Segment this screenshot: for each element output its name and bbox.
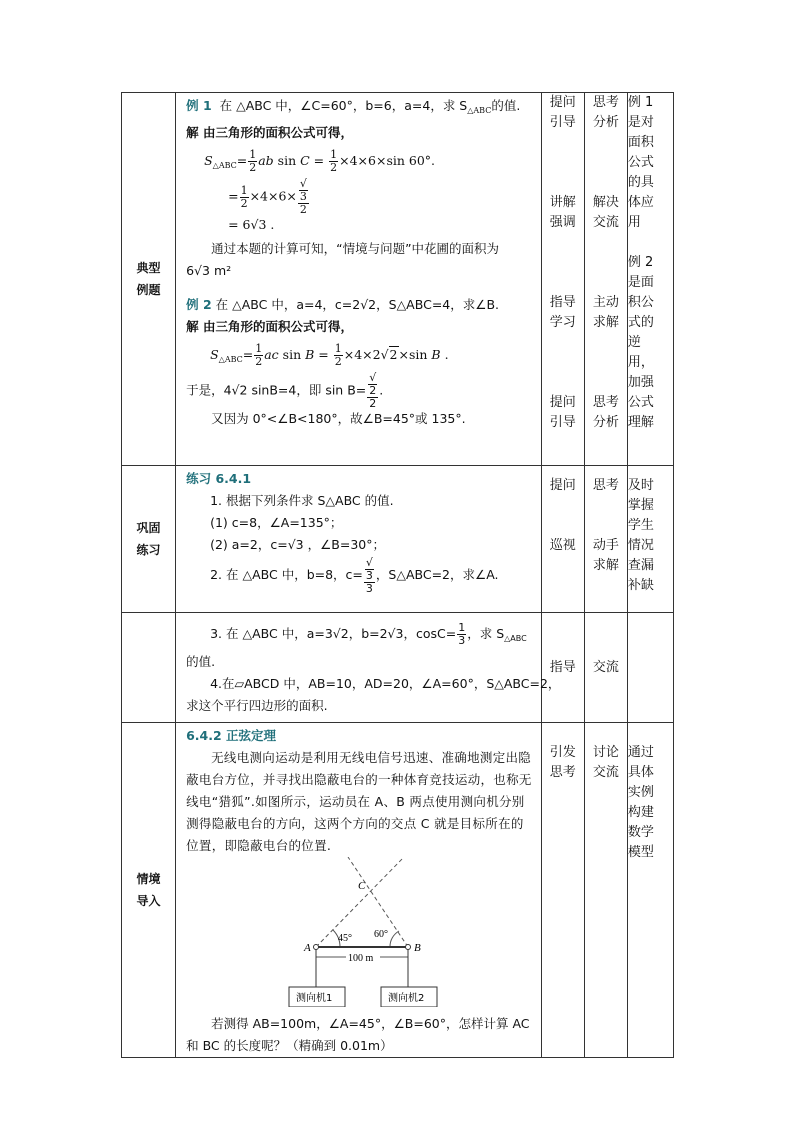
- cell-text-line: 思考: [592, 395, 619, 410]
- cell-text-line: 讲解: [549, 195, 576, 210]
- design-intent-3: [627, 613, 673, 723]
- label-scenario: [122, 723, 176, 1058]
- cell-text-line: [585, 333, 627, 353]
- cell-text-line: 面积: [627, 135, 654, 150]
- design-intent-4: [627, 723, 673, 1058]
- cell-text-line: 是对: [627, 115, 654, 130]
- practice-q1: 1. 根据下列条件求 S△ABC 的值.: [210, 493, 394, 508]
- cell-text-line: 积公: [627, 295, 654, 310]
- cell-text-line: 引发: [549, 745, 576, 760]
- scenario-content: [176, 723, 542, 1058]
- example1-solution: 解 由三角形的面积公式可得，: [186, 125, 353, 140]
- label-A: A: [304, 942, 311, 954]
- cell-text-line: [585, 353, 627, 373]
- cell-text-line: [628, 233, 673, 253]
- teacher-activity-2: [541, 466, 584, 613]
- cell-text-line: [585, 233, 627, 253]
- cell-text-line: 逆: [627, 335, 641, 350]
- cell-text-line: [542, 353, 584, 373]
- cell-text-line: [585, 373, 627, 393]
- cell-text-line: 公式: [627, 395, 654, 410]
- cell-text-line: 学生: [627, 518, 654, 533]
- cell-text-line: 及时: [627, 478, 654, 493]
- cell-text-line: 的具: [627, 175, 654, 190]
- cell-text-line: 模型: [627, 845, 654, 860]
- example2-solution: 解 由三角形的面积公式可得，: [186, 319, 353, 334]
- cell-text-line: [542, 233, 584, 253]
- label-B: B: [414, 942, 421, 954]
- cell-text-line: [542, 153, 584, 173]
- student-activity-4: [584, 723, 627, 1058]
- design-intent-2: [627, 466, 673, 613]
- cell-text-line: [542, 496, 584, 516]
- cell-text-line: 理解: [627, 415, 654, 430]
- distance-label: 100 m: [348, 953, 374, 964]
- practice-q1a: (1) c=8，∠A=135°；: [210, 515, 343, 530]
- example1-text-end: 的值.: [491, 98, 521, 113]
- cell-text-line: 主动: [592, 295, 619, 310]
- cell-text-line: 查漏: [627, 558, 654, 573]
- lesson-table: [121, 92, 674, 1058]
- student-activity-2: [584, 466, 627, 613]
- cell-text-line: 例 2: [627, 255, 654, 270]
- cell-text-line: [585, 133, 627, 153]
- cell-text-line: 体应: [627, 195, 654, 210]
- examples-content: 例 1 在 △ABC 中，∠C=60°，b=6，a=4，求 $S_{\triangle ABC}$的值. 解 由三角形的面积公式可得， $S_{\triangle ABC}=$ $\frac{1}{2}$ ab sin C = $\frac{1}{2}$ ×4×6×sin 60°. = $\frac{1}{2}$ ×4×6× √ 3 2 = 6√3 . 通过本题的计算可知，“情境与问题”中花圃的面积为 6√3 m² 例 2 在 △ABC 中，a=4，c=2√2，S△ABC=4，求∠B. 解 由三角形的面积公式可得， $S_{\triangle ABC}=$ $\frac{1}{2}$ ac sin B = $\frac{1}{2}$ ×4×2√2×sin B . 于是，4√2 sinB=4，即 sin B= √ 2 2 . 又因为 0°<∠B<180°，故∠B=45°或 135°.: [176, 93, 542, 466]
- label-empty: [122, 613, 176, 723]
- label-typical-examples: [122, 93, 176, 466]
- cell-text-line: 补缺: [627, 578, 654, 593]
- practice-q1b: (2) a=2，c=√3 ，∠B=30°；: [210, 537, 386, 552]
- cell-text-line: [542, 173, 584, 193]
- cell-text-line: 动手: [592, 538, 619, 553]
- cell-text-line: [585, 173, 627, 193]
- cell-text-line: 学习: [549, 315, 576, 330]
- label-line: 典型: [136, 261, 161, 275]
- cell-text-line: [585, 516, 627, 536]
- cell-text-line: [585, 496, 627, 516]
- cell-text-line: 交流: [592, 215, 619, 230]
- cell-text-line: 分析: [592, 415, 619, 430]
- cell-text-line: 情况: [627, 538, 654, 553]
- label-line: 情境: [136, 872, 161, 886]
- cell-text-line: 求解: [592, 315, 619, 330]
- example1-result: = 6√3 .: [228, 217, 275, 232]
- example2-text: 在 △ABC 中，a=4，c=2√2，S△ABC=4，求∠B.: [215, 297, 500, 312]
- example1-conclusion: 通过本题的计算可知，“情境与问题”中花圃的面积为: [211, 241, 500, 256]
- practice-q2: 2. 在 △ABC 中，b=8，c= √ 3 3 ，S△ABC=2，求∠A.: [210, 555, 499, 595]
- receiver-label-2: 测向机2: [388, 993, 425, 1004]
- cell-text-line: 讨论: [592, 745, 619, 760]
- example1-text: 在 △ABC 中，∠C=60°，b=6，a=4，求 S: [219, 98, 468, 113]
- teacher-activity-1: [541, 93, 584, 466]
- cell-text-line: [542, 133, 584, 153]
- row-typical-examples: [122, 93, 674, 466]
- cell-text-line: 公式: [627, 155, 654, 170]
- cell-text-line: 指导: [549, 659, 576, 675]
- cell-text-line: 分析: [592, 115, 619, 130]
- ray-from-A: [316, 857, 404, 947]
- cell-text-line: 思考: [592, 95, 619, 110]
- cell-text-line: 实例: [627, 785, 654, 800]
- practice-title: 练习 6.4.1: [186, 471, 252, 486]
- cell-text-line: [585, 253, 627, 273]
- angle-B-label: 60°: [374, 929, 389, 940]
- row-practice-cont: [122, 613, 674, 723]
- cell-text-line: 引导: [549, 415, 576, 430]
- cell-text-line: 例 1: [627, 95, 654, 110]
- cell-text-line: 提问: [549, 478, 576, 493]
- example2-formula: $S_{\triangle ABC}=$ $\frac{1}{2}$ ac sin B = $\frac{1}{2}$ ×4×2√2×sin B .: [210, 342, 449, 368]
- student-activity-1: [584, 93, 627, 466]
- cell-text-line: 用，: [627, 355, 654, 370]
- cell-text-line: 用: [627, 215, 641, 230]
- cell-text-line: 思考: [592, 478, 619, 493]
- cell-text-line: 构建: [627, 805, 654, 820]
- cell-text-line: 引导: [549, 115, 576, 130]
- cell-text-line: [585, 153, 627, 173]
- cell-text-line: 数学: [627, 825, 654, 840]
- cell-text-line: 解决: [592, 195, 619, 210]
- cell-text-line: 交流: [592, 659, 619, 675]
- practice-content: [176, 466, 542, 613]
- row-practice: [122, 466, 674, 613]
- cell-text-line: 具体: [627, 765, 654, 780]
- receiver-label-1: 测向机1: [296, 993, 333, 1004]
- cell-text-line: 式的: [627, 315, 654, 330]
- label-line: 练习: [136, 543, 161, 557]
- label-practice: [122, 466, 176, 613]
- example1-formula-step: = $\frac{1}{2}$ ×4×6× √ 3 2: [228, 177, 307, 216]
- angle-arc-B: [390, 931, 399, 947]
- cell-text-line: [542, 333, 584, 353]
- row-scenario: [122, 723, 674, 1058]
- cell-text-line: 求解: [592, 558, 619, 573]
- example1-title: 例 1: [186, 98, 212, 113]
- student-activity-3: [584, 613, 627, 723]
- cell-text-line: [585, 273, 627, 293]
- scenario-question: 若测得 AB=100m，∠A=45°，∠B=60°，怎样计算 AC 和 BC 的长度呢？（精确到 0.01m）: [186, 1016, 530, 1053]
- cell-text-line: [542, 373, 584, 393]
- label-line: 导入: [136, 894, 161, 908]
- practice-q4b: 求这个平行四边形的面积.: [186, 698, 328, 713]
- label-line: 巩固: [136, 521, 161, 535]
- scenario-paragraph: 无线电测向运动是利用无线电信号迅速、准确地测定出隐蔽电台方位，并寻找出隐蔽电台的一种体育竞技运动，也称无线电“猎狐”.如图所示，运动员在 A、B 两点使用测向机分别测得隐蔽电台的方向，这两个方向的交点 C 就是目标所在的位置，即隐蔽电台的位置.: [186, 750, 532, 853]
- cell-text-line: [542, 516, 584, 536]
- cell-text-line: 提问: [549, 395, 576, 410]
- example1-formula: $S_{\triangle ABC}=$ $\frac{1}{2}$ ab sin C = $\frac{1}{2}$ ×4×6×sin 60°.: [204, 148, 436, 174]
- example2-then: 于是，4√2 sinB=4，即 sin B= √ 2 2 .: [186, 371, 384, 410]
- cell-text-line: 通过: [627, 745, 654, 760]
- point-A: [314, 945, 319, 950]
- practice-q3: 3. 在 △ABC 中，a=3√2，b=2√3，cosC= $\frac{1}{3}$ ，求 $S_{\triangle ABC}$: [210, 621, 527, 647]
- section-title: 6.4.2 正弦定理: [186, 728, 277, 743]
- point-B: [406, 945, 411, 950]
- teacher-activity-3: [541, 613, 584, 723]
- cell-text-line: 指导: [549, 295, 576, 310]
- cell-text-line: [542, 273, 584, 293]
- example1-conclusion-value: 6√3 m²: [186, 263, 232, 278]
- cell-text-line: 掌握: [627, 498, 654, 513]
- cell-text-line: 是面: [627, 275, 654, 290]
- direction-finding-diagram: [186, 857, 526, 1007]
- cell-text-line: 巡视: [549, 538, 576, 553]
- design-intent-1: [627, 93, 673, 466]
- cell-text-line: 强调: [549, 215, 576, 230]
- cell-text-line: 交流: [592, 765, 619, 780]
- practice-cont-content: [176, 613, 561, 723]
- practice-q3-tail: 的值.: [186, 654, 216, 669]
- example2-final: 又因为 0°<∠B<180°，故∠B=45°或 135°.: [211, 411, 466, 426]
- example2-title: 例 2: [186, 297, 212, 312]
- cell-text-line: 加强: [627, 375, 654, 390]
- cell-text-line: [542, 253, 584, 273]
- practice-q4: 4.在▱ABCD 中，AB=10，AD=20，∠A=60°，S△ABC=2，: [210, 676, 561, 691]
- cell-text-line: 提问: [549, 95, 576, 110]
- teacher-activity-4: [541, 723, 584, 1058]
- label-line: 例题: [136, 283, 161, 297]
- cell-text-line: 思考: [549, 765, 576, 780]
- label-C: C: [358, 880, 366, 892]
- angle-A-label: 45°: [338, 933, 353, 944]
